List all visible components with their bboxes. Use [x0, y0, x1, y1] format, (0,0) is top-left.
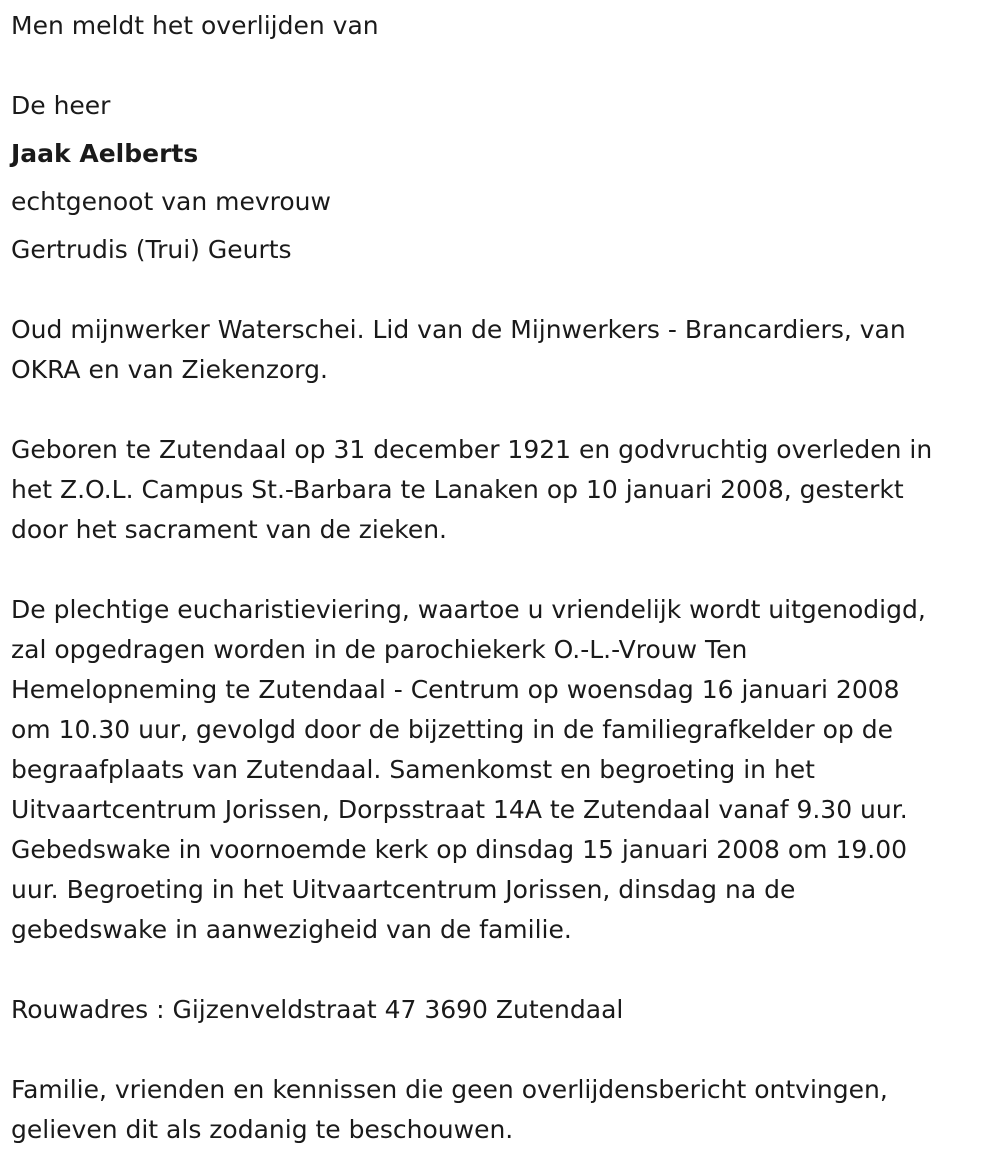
closing-line: gelieven dit als zodanig te beschouwen.	[11, 1115, 514, 1144]
birth-death-line: het Z.O.L. Campus St.-Barbara te Lanaken op 10 januari 2008, gesterkt	[11, 475, 904, 504]
closing-paragraph	[11, 1070, 991, 1150]
bio-line: Oud mijnwerker Waterschei. Lid van de Mijnwerkers - Brancardiers, van	[11, 315, 906, 344]
service-line: Uitvaartcentrum Jorissen, Dorpsstraat 14A te Zutendaal vanaf 9.30 uur.	[11, 795, 908, 824]
closing-line: Familie, vrienden en kennissen die geen overlijdensbericht ontvingen,	[11, 1075, 888, 1104]
service-line: uur. Begroeting in het Uitvaartcentrum Jorissen, dinsdag na de	[11, 875, 796, 904]
service-line: zal opgedragen worden in de parochiekerk O.-L.-Vrouw Ten	[11, 635, 748, 664]
service-line: Gebedswake in voornoemde kerk op dinsdag 15 januari 2008 om 19.00	[11, 835, 908, 864]
intro-line: Men meldt het overlijden van	[11, 11, 379, 40]
bio-line: OKRA en van Ziekenzorg.	[11, 355, 328, 384]
service-line: Hemelopneming te Zutendaal - Centrum op woensdag 16 januari 2008	[11, 675, 900, 704]
honorific: De heer	[11, 91, 111, 120]
spouse-name: Gertrudis (Trui) Geurts	[11, 235, 292, 264]
service-paragraph	[11, 590, 991, 950]
birth-death-line: Geboren te Zutendaal op 31 december 1921 en godvruchtig overleden in	[11, 435, 933, 464]
service-line: De plechtige eucharistieviering, waartoe u vriendelijk wordt uitgenodigd,	[11, 595, 926, 624]
mourning-address: Rouwadres : Gijzenveldstraat 47 3690 Zutendaal	[11, 995, 624, 1024]
deceased-name: Jaak Aelberts	[11, 139, 199, 168]
bio-paragraph	[11, 310, 991, 390]
birth-death-line: door het sacrament van de zieken.	[11, 515, 447, 544]
service-line: gebedswake in aanwezigheid van de familie.	[11, 915, 572, 944]
birth-death-paragraph	[11, 430, 991, 550]
service-line: om 10.30 uur, gevolgd door de bijzetting in de familiegrafkelder op de	[11, 715, 893, 744]
service-line: begraafplaats van Zutendaal. Samenkomst en begroeting in het	[11, 755, 815, 784]
spouse-prefix: echtgenoot van mevrouw	[11, 187, 331, 216]
